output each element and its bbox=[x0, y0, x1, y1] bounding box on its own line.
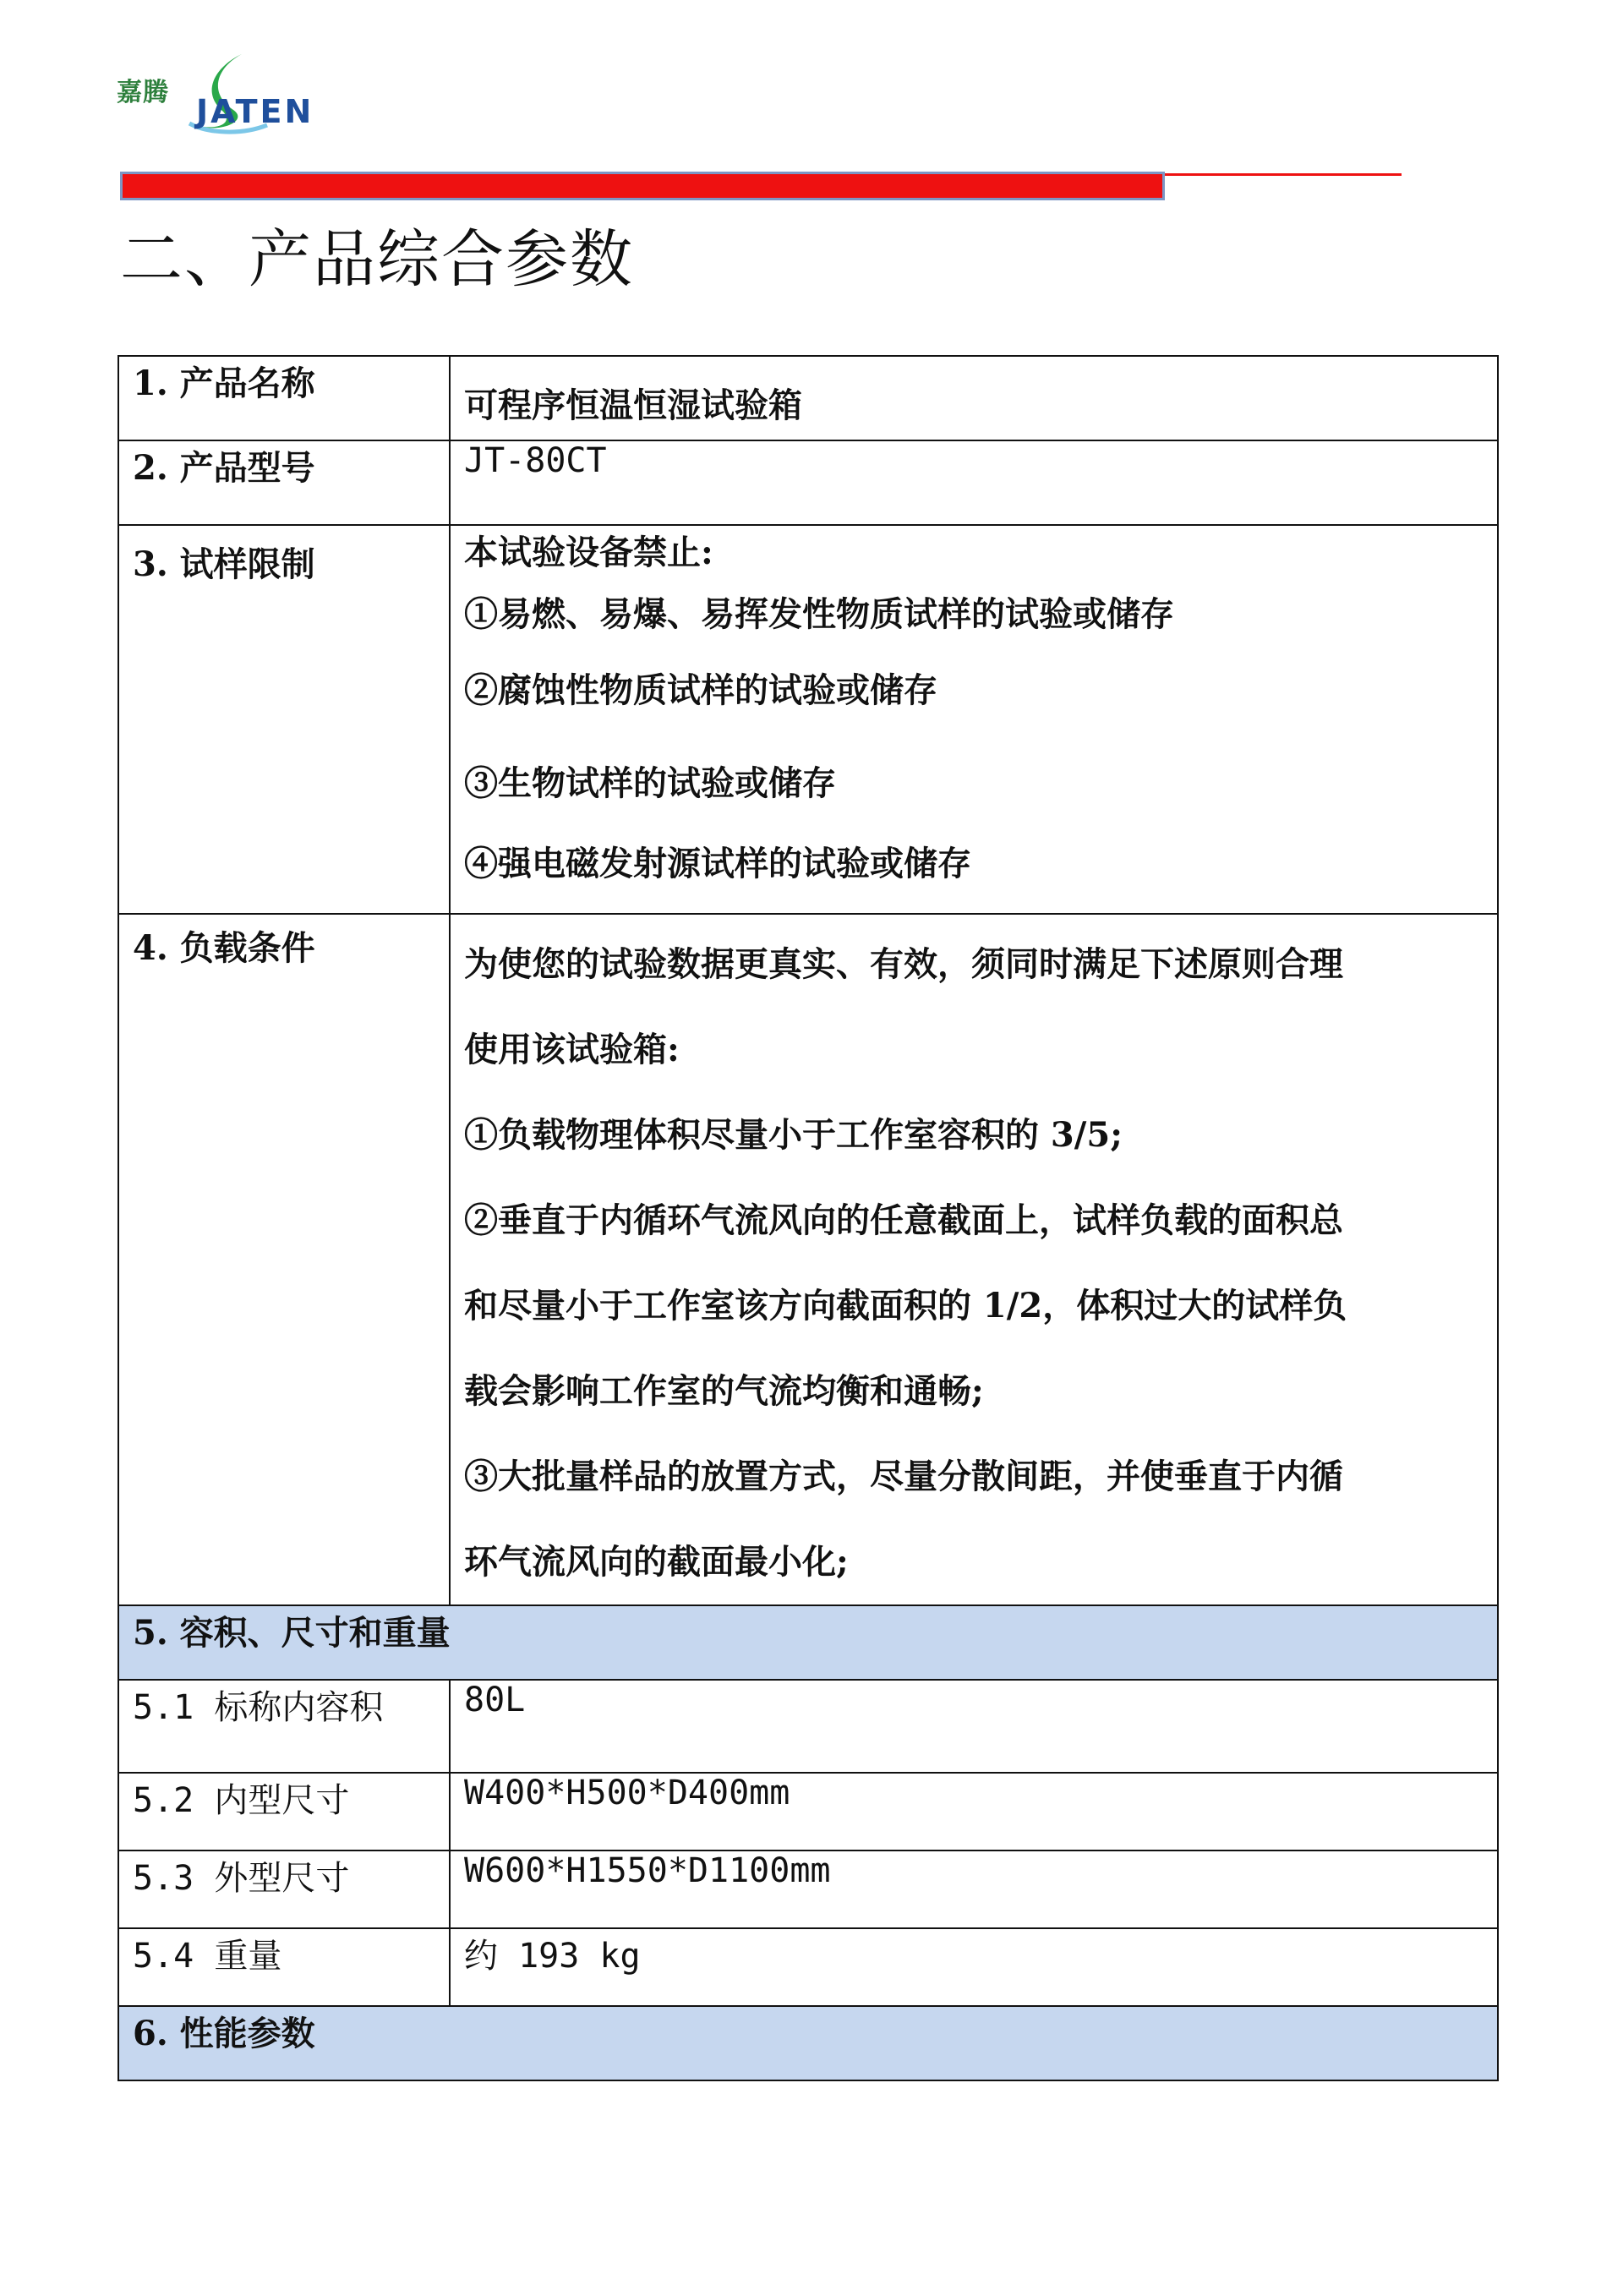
row-label: 2. 产品型号 bbox=[118, 440, 450, 525]
company-logo bbox=[117, 51, 336, 144]
table-row bbox=[118, 356, 1498, 440]
row-label: 3. 试样限制 bbox=[118, 525, 450, 914]
text-line: 环气流风向的截面最小化; bbox=[464, 1542, 849, 1582]
text-line: 和尽量小于工作室该方向截面积的 1/2，体积过大的试样负 bbox=[464, 1286, 1347, 1326]
table-row bbox=[118, 1928, 1498, 2006]
spec-table bbox=[117, 355, 1499, 2081]
row-label: 1. 产品名称 bbox=[118, 356, 450, 440]
row-value: JT-80CT bbox=[450, 440, 1498, 525]
row-value: 80L bbox=[450, 1680, 1498, 1773]
text-line: 为使您的试验数据更真实、有效，须同时满足下述原则合理 bbox=[464, 944, 1343, 984]
text-line: 本试验设备禁止: bbox=[464, 533, 713, 572]
row-label: 4. 负载条件 bbox=[118, 914, 450, 1605]
header-red-line bbox=[1165, 173, 1402, 176]
section-heading: 二、产品综合参数 bbox=[120, 223, 634, 296]
section-row bbox=[118, 2006, 1498, 2080]
text-line: 使用该试验箱: bbox=[464, 1030, 680, 1069]
row-label: 5.4 重量 bbox=[118, 1928, 450, 2006]
row-label: 5.1 标称内容积 bbox=[118, 1680, 450, 1773]
row-label: 5.2 内型尺寸 bbox=[118, 1773, 450, 1850]
row-value: 可程序恒温恒湿试验箱 bbox=[450, 356, 1498, 440]
row-value: 约 193 kg bbox=[450, 1928, 1498, 2006]
text-line: ②腐蚀性物质试样的试验或储存 bbox=[464, 670, 937, 710]
section-title: 6. 性能参数 bbox=[118, 2006, 1498, 2080]
text-line: ④强电磁发射源试样的试验或储存 bbox=[464, 844, 971, 883]
text-line: ③生物试样的试验或储存 bbox=[464, 763, 836, 803]
logo-chinese-text: 嘉腾 bbox=[117, 78, 169, 107]
text-line: 载会影响工作室的气流均衡和通畅; bbox=[464, 1371, 984, 1411]
section-row bbox=[118, 1605, 1498, 1680]
row-value bbox=[450, 525, 1498, 914]
logo-english-text: JATEN bbox=[196, 93, 314, 130]
text-line: ①易燃、易爆、易挥发性物质试样的试验或储存 bbox=[464, 594, 1174, 634]
row-label: 5.3 外型尺寸 bbox=[118, 1850, 450, 1928]
text-line: ②垂直于内循环气流风向的任意截面上，试样负载的面积总 bbox=[464, 1200, 1343, 1240]
row-value bbox=[450, 914, 1498, 1605]
text-line: ③大批量样品的放置方式，尽量分散间距，并使垂直于内循 bbox=[464, 1457, 1343, 1496]
section-title: 5. 容积、尺寸和重量 bbox=[118, 1605, 1498, 1680]
header-red-bar bbox=[120, 172, 1165, 200]
table-row bbox=[118, 914, 1498, 1605]
text-line: ①负载物理体积尽量小于工作室容积的 3/5; bbox=[464, 1115, 1123, 1155]
table-row bbox=[118, 1850, 1498, 1928]
table-row bbox=[118, 1773, 1498, 1850]
table-row bbox=[118, 525, 1498, 914]
row-value: W600*H1550*D1100mm bbox=[450, 1850, 1498, 1928]
row-value: W400*H500*D400mm bbox=[450, 1773, 1498, 1850]
table-row bbox=[118, 1680, 1498, 1773]
table-row bbox=[118, 440, 1498, 525]
